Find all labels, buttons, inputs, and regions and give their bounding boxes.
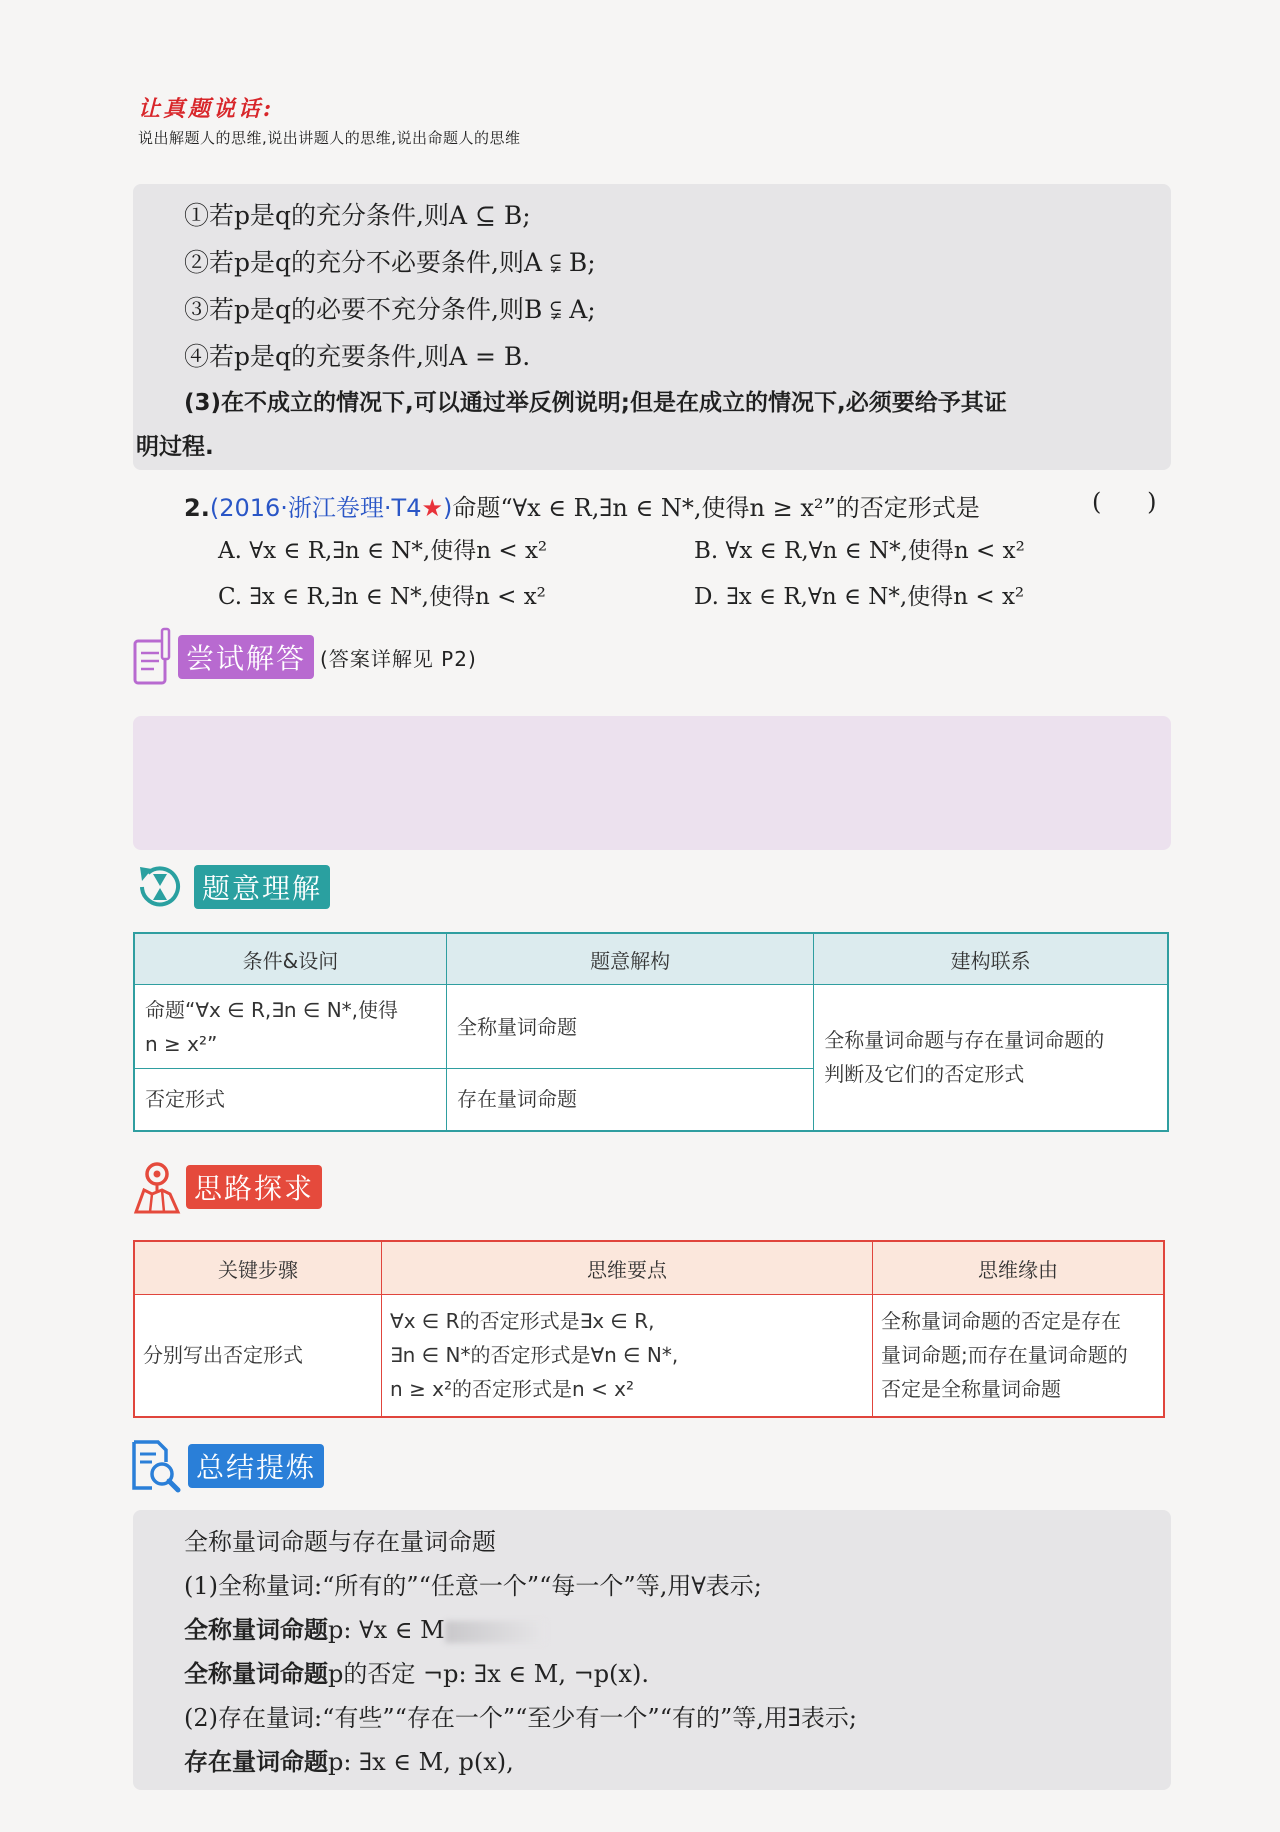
cell-line: 命题“∀x ∈ R,∃n ∈ N*,使得 <box>145 997 399 1022</box>
section-try-note: (答案详解见 P2) <box>320 646 477 671</box>
table-header-row <box>134 1241 1164 1295</box>
notepad-pen-icon <box>132 627 174 687</box>
intro-line-2: ②若p是q的充分不必要条件,则A ⫋ B; <box>184 248 596 277</box>
intro-line-1: ①若p是q的充分条件,则A ⊆ B; <box>184 201 531 230</box>
table-cell <box>814 985 1168 1131</box>
table-header: 条件&设问 <box>134 933 446 985</box>
cell-line: n ≥ x²” <box>145 1031 218 1056</box>
section-try-label: 尝试解答 <box>178 635 314 679</box>
intro-line-4: ④若p是q的充要条件,则A = B. <box>184 342 531 371</box>
table-cell: 分别写出否定形式 <box>134 1295 382 1417</box>
question-number: 2. <box>184 494 210 522</box>
cell-line: ∃n ∈ N*的否定形式是∀n ∈ N*, <box>390 1343 679 1368</box>
summary-term: 全称量词命题 <box>184 1660 328 1688</box>
option-a: A. ∀x ∈ R,∃n ∈ N*,使得n < x² <box>218 538 548 564</box>
table-cell <box>873 1295 1164 1417</box>
option-c: C. ∃x ∈ R,∃n ∈ N*,使得n < x² <box>218 584 546 610</box>
summary-title: 全称量词命题与存在量词命题 <box>184 1528 496 1556</box>
question-source-close: ) <box>442 494 453 522</box>
table-header: 题意解构 <box>446 933 813 985</box>
cell-line: 否定是全称量词命题 <box>881 1377 1062 1402</box>
summary-line-3 <box>184 1654 649 1689</box>
table-row <box>134 985 1168 1069</box>
section-explore <box>132 1160 322 1214</box>
hourglass-icon <box>132 859 188 915</box>
summary-formula: p: ∃x ∈ M, p(x), <box>328 1748 514 1776</box>
section-summary <box>128 1438 324 1494</box>
summary-line-1: (1)全称量词:“所有的”“任意一个”“每一个”等,用∀表示; <box>184 1572 762 1600</box>
table-cell <box>382 1295 873 1417</box>
cell-line: 全称量词命题与存在量词命题的 <box>824 1028 1105 1053</box>
intro-line-3: ③若p是q的必要不充分条件,则B ⫋ A; <box>184 295 596 324</box>
table-header: 思维要点 <box>382 1241 873 1295</box>
summary-term: 存在量词命题 <box>184 1748 328 1776</box>
question-line <box>184 488 980 523</box>
table-header: 思维缘由 <box>873 1241 1164 1295</box>
answer-blank: ( ) <box>1092 488 1157 516</box>
answer-area[interactable] <box>133 716 1171 850</box>
section-summary-label: 总结提炼 <box>188 1444 324 1488</box>
table-cell: 否定形式 <box>134 1069 446 1131</box>
table-row <box>134 1295 1164 1417</box>
cell-line: 判断及它们的否定形式 <box>824 1062 1025 1087</box>
summary-formula: p: ∀x ∈ M <box>328 1616 445 1644</box>
map-pin-icon <box>132 1158 182 1216</box>
section-understand <box>132 866 330 908</box>
table-header: 建构联系 <box>814 933 1168 985</box>
table-cell <box>134 985 446 1069</box>
section-explore-label: 思路探求 <box>186 1165 322 1209</box>
section-try <box>132 636 477 678</box>
summary-line-2 <box>184 1610 545 1645</box>
difficulty-star-icon: ★ <box>421 494 443 522</box>
magnifier-document-icon <box>128 1438 182 1494</box>
header-subtitle: 说出解题人的思维,说出讲题人的思维,说出命题人的思维 <box>138 129 521 147</box>
header-title: 让真题说话: <box>138 96 275 122</box>
table-cell: 全称量词命题 <box>446 985 813 1069</box>
question-source: 2016·浙江卷理·T4 <box>219 494 422 522</box>
summary-term: 全称量词命题 <box>184 1616 328 1644</box>
table-cell: 存在量词命题 <box>446 1069 813 1131</box>
summary-line-4: (2)存在量词:“有些”“存在一个”“至少有一个”“有的”等,用∃表示; <box>184 1704 857 1732</box>
summary-line-5 <box>184 1742 514 1777</box>
summary-formula: p的否定 ¬p: ∃x ∈ M, ¬p(x). <box>328 1660 649 1688</box>
table-header: 关键步骤 <box>134 1241 382 1295</box>
section-understand-label: 题意理解 <box>194 865 330 909</box>
option-b: B. ∀x ∈ R,∀n ∈ N*,使得n < x² <box>694 538 1025 564</box>
option-d: D. ∃x ∈ R,∀n ∈ N*,使得n < x² <box>694 584 1025 610</box>
cell-line: ∀x ∈ R的否定形式是∃x ∈ R, <box>390 1309 655 1334</box>
question-stem: 命题“∀x ∈ R,∃n ∈ N*,使得n ≥ x²”的否定形式是 <box>452 494 980 522</box>
intro-note-line1: (3)在不成立的情况下,可以通过举反例说明;但是在成立的情况下,必须要给予其证 <box>184 390 1007 416</box>
cell-line: n ≥ x²的否定形式是n < x² <box>390 1377 635 1402</box>
understand-table <box>133 932 1169 1132</box>
table-header-row <box>134 933 1168 985</box>
explore-table <box>133 1240 1165 1418</box>
question-source-open: ( <box>209 494 220 522</box>
cell-line: 全称量词命题的否定是存在 <box>881 1309 1122 1334</box>
intro-note-line2: 明过程. <box>136 434 214 460</box>
cell-line: 量词命题;而存在量词命题的 <box>881 1343 1128 1368</box>
blurred-region <box>445 1621 545 1643</box>
